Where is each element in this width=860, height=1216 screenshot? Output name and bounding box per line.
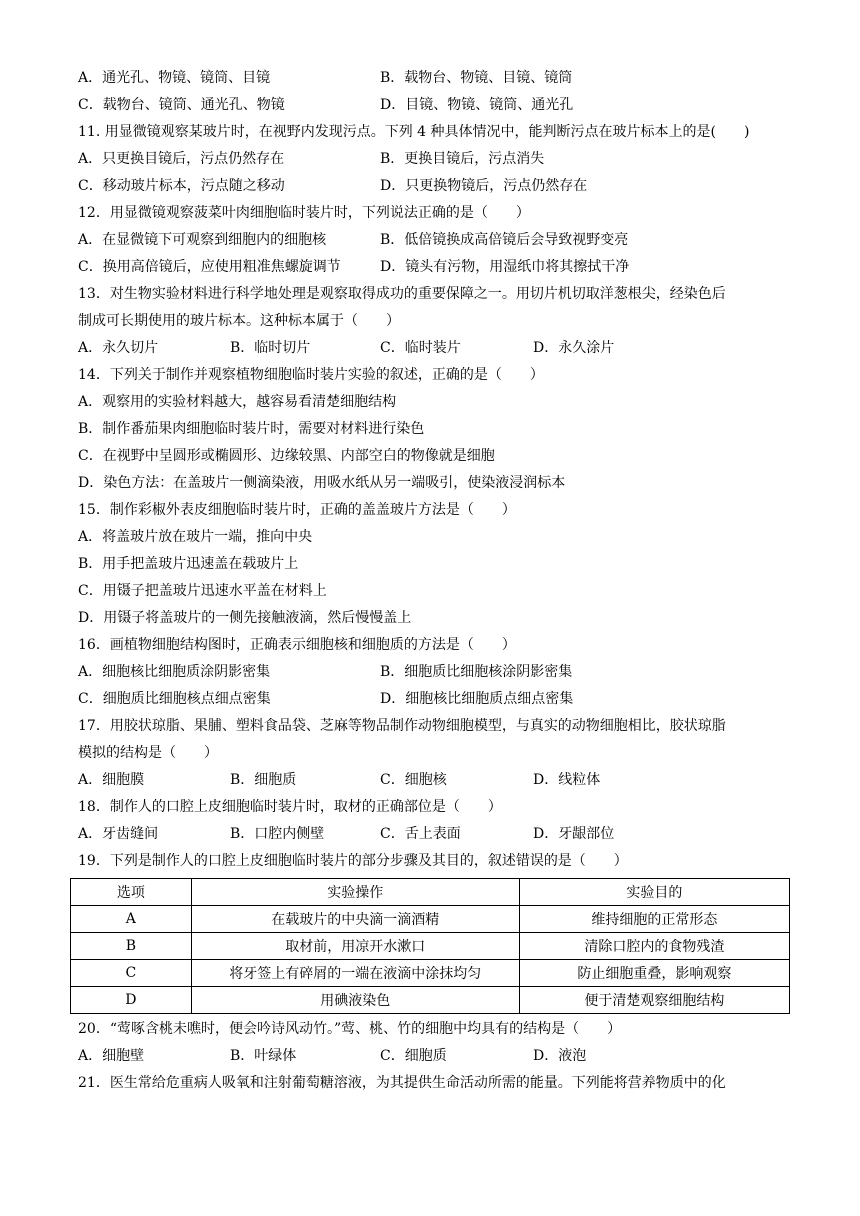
q12-option-b: B．低倍镜换成高倍镜后会导致视野变亮 — [380, 232, 629, 248]
q17-option-b: B．细胞质 — [230, 772, 297, 788]
q16-option-c: C．细胞质比细胞核点细点密集 — [78, 691, 271, 707]
q20-option-c: C．细胞质 — [380, 1048, 447, 1064]
table-cell-operation: 将牙签上有碎屑的一端在液滴中涂抹均匀 — [191, 960, 519, 987]
q11-option-a: A．只更换目镜后，污点仍然存在 — [78, 151, 285, 167]
table-cell-option: B — [71, 933, 192, 960]
table-cell-operation: 在载玻片的中央滴一滴酒精 — [191, 906, 519, 933]
q11-stem: 11. 用显微镜观察某玻片时，在视野内发现污点。下列 4 种具体情况中，能判断污点在玻片标本上的是( ) — [78, 124, 750, 140]
q17-option-c: C．细胞核 — [380, 772, 447, 788]
q20-option-a: A．细胞壁 — [78, 1048, 145, 1064]
q17-option-a: A．细胞膜 — [78, 772, 145, 788]
q14-stem: 14．下列关于制作并观察植物细胞临时装片实验的叙述，正确的是（ ） — [78, 367, 544, 383]
table-header-purpose: 实验目的 — [519, 879, 789, 906]
table-header-option: 选项 — [71, 879, 192, 906]
table-header-row — [71, 879, 790, 906]
q14-option-d: D．染色方法：在盖玻片一侧滴染液，用吸水纸从另一端吸引，使染液浸润标本 — [78, 475, 566, 491]
q20-option-b: B．叶绿体 — [230, 1048, 297, 1064]
q15-option-a: A．将盖玻片放在玻片一端，推向中央 — [78, 529, 313, 545]
q18-option-b: B．口腔内侧壁 — [230, 826, 325, 842]
q10-option-d: D．目镜、物镜、镜筒、通光孔 — [380, 97, 574, 113]
q13-option-a: A．永久切片 — [78, 340, 159, 356]
q16-option-a: A．细胞核比细胞质涂阴影密集 — [78, 664, 271, 680]
q13-option-b: B．临时切片 — [230, 340, 311, 356]
q12-option-d: D．镜头有污物，用湿纸巾将其擦拭干净 — [380, 259, 630, 275]
q17-option-d: D．线粒体 — [533, 772, 601, 788]
q10-option-b: B．载物台、物镜、目镜、镜筒 — [380, 70, 573, 86]
q11-option-d: D．只更换物镜后，污点仍然存在 — [380, 178, 588, 194]
q16-option-d: D．细胞核比细胞质点细点密集 — [380, 691, 574, 707]
table-row — [71, 960, 790, 987]
q13-stem-line1: 13．对生物实验材料进行科学地处理是观察取得成功的重要保障之一。用切片机切取洋葱根尖，经染色后 — [78, 286, 726, 302]
q12-option-a: A．在显微镜下可观察到细胞内的细胞核 — [78, 232, 327, 248]
table-cell-operation: 取材前，用凉开水漱口 — [191, 933, 519, 960]
q10-option-a: A．通光孔、物镜、镜筒、目镜 — [78, 70, 271, 86]
q15-option-c: C．用镊子把盖玻片迅速水平盖在材料上 — [78, 583, 327, 599]
table-row — [71, 987, 790, 1014]
q21-stem: 21．医生常给危重病人吸氧和注射葡萄糖溶液，为其提供生命活动所需的能量。下列能将营养物质中的化 — [78, 1075, 726, 1091]
q13-stem-line2: 制成可长期使用的玻片标本。这种标本属于（ ） — [78, 313, 400, 329]
table-cell-option: A — [71, 906, 192, 933]
table-row — [71, 906, 790, 933]
table-cell-purpose: 清除口腔内的食物残渣 — [519, 933, 789, 960]
q18-option-d: D．牙龈部位 — [533, 826, 615, 842]
table-row — [71, 933, 790, 960]
q14-option-b: B．制作番茄果肉细胞临时装片时，需要对材料进行染色 — [78, 421, 425, 437]
q15-option-b: B．用手把盖玻片迅速盖在载玻片上 — [78, 556, 299, 572]
table-cell-option: C — [71, 960, 192, 987]
q12-stem: 12．用显微镜观察菠菜叶肉细胞临时装片时，下列说法正确的是（ ） — [78, 205, 530, 221]
q16-option-b: B．细胞质比细胞核涂阴影密集 — [380, 664, 573, 680]
q16-stem: 16．画植物细胞结构图时，正确表示细胞核和细胞质的方法是（ ） — [78, 637, 516, 653]
q18-option-a: A．牙齿缝间 — [78, 826, 159, 842]
table-cell-option: D — [71, 987, 192, 1014]
q20-option-d: D．液泡 — [533, 1048, 587, 1064]
q11-option-b: B．更换目镜后，污点消失 — [380, 151, 545, 167]
q12-option-c: C．换用高倍镜后，应使用粗准焦螺旋调节 — [78, 259, 341, 275]
table-cell-operation: 用碘液染色 — [191, 987, 519, 1014]
q10-option-c: C．载物台、镜筒、通光孔、物镜 — [78, 97, 285, 113]
q19-table — [70, 878, 790, 1014]
table-header-operation: 实验操作 — [191, 879, 519, 906]
q18-option-c: C．舌上表面 — [380, 826, 461, 842]
q14-option-a: A．观察用的实验材料越大，越容易看清楚细胞结构 — [78, 394, 397, 410]
q17-stem-line2: 模拟的结构是（ ） — [78, 745, 218, 761]
q17-stem-line1: 17．用胶状琼脂、果脯、塑料食品袋、芝麻等物品制作动物细胞模型，与真实的动物细胞相比，胶状琼脂 — [78, 718, 726, 734]
q15-option-d: D．用镊子将盖玻片的一侧先接触液滴，然后慢慢盖上 — [78, 610, 412, 626]
table-cell-purpose: 防止细胞重叠，影响观察 — [519, 960, 789, 987]
q14-option-c: C．在视野中呈圆形或椭圆形、边缘较黑、内部空白的物像就是细胞 — [78, 448, 495, 464]
table-cell-purpose: 便于清楚观察细胞结构 — [519, 987, 789, 1014]
table-cell-purpose: 维持细胞的正常形态 — [519, 906, 789, 933]
q20-stem: 20．“莺啄含桃未噍时，便会吟诗风动竹。”莺、桃、竹的细胞中均具有的结构是（ ） — [78, 1021, 622, 1037]
q13-option-d: D．永久涂片 — [533, 340, 615, 356]
q19-stem: 19．下列是制作人的口腔上皮细胞临时装片的部分步骤及其目的，叙述错误的是（ ） — [78, 853, 628, 869]
q11-option-c: C．移动玻片标本，污点随之移动 — [78, 178, 285, 194]
q18-stem: 18．制作人的口腔上皮细胞临时装片时，取材的正确部位是（ ） — [78, 799, 502, 815]
q15-stem: 15．制作彩椒外表皮细胞临时装片时，正确的盖盖玻片方法是（ ） — [78, 502, 516, 518]
q13-option-c: C．临时装片 — [380, 340, 461, 356]
